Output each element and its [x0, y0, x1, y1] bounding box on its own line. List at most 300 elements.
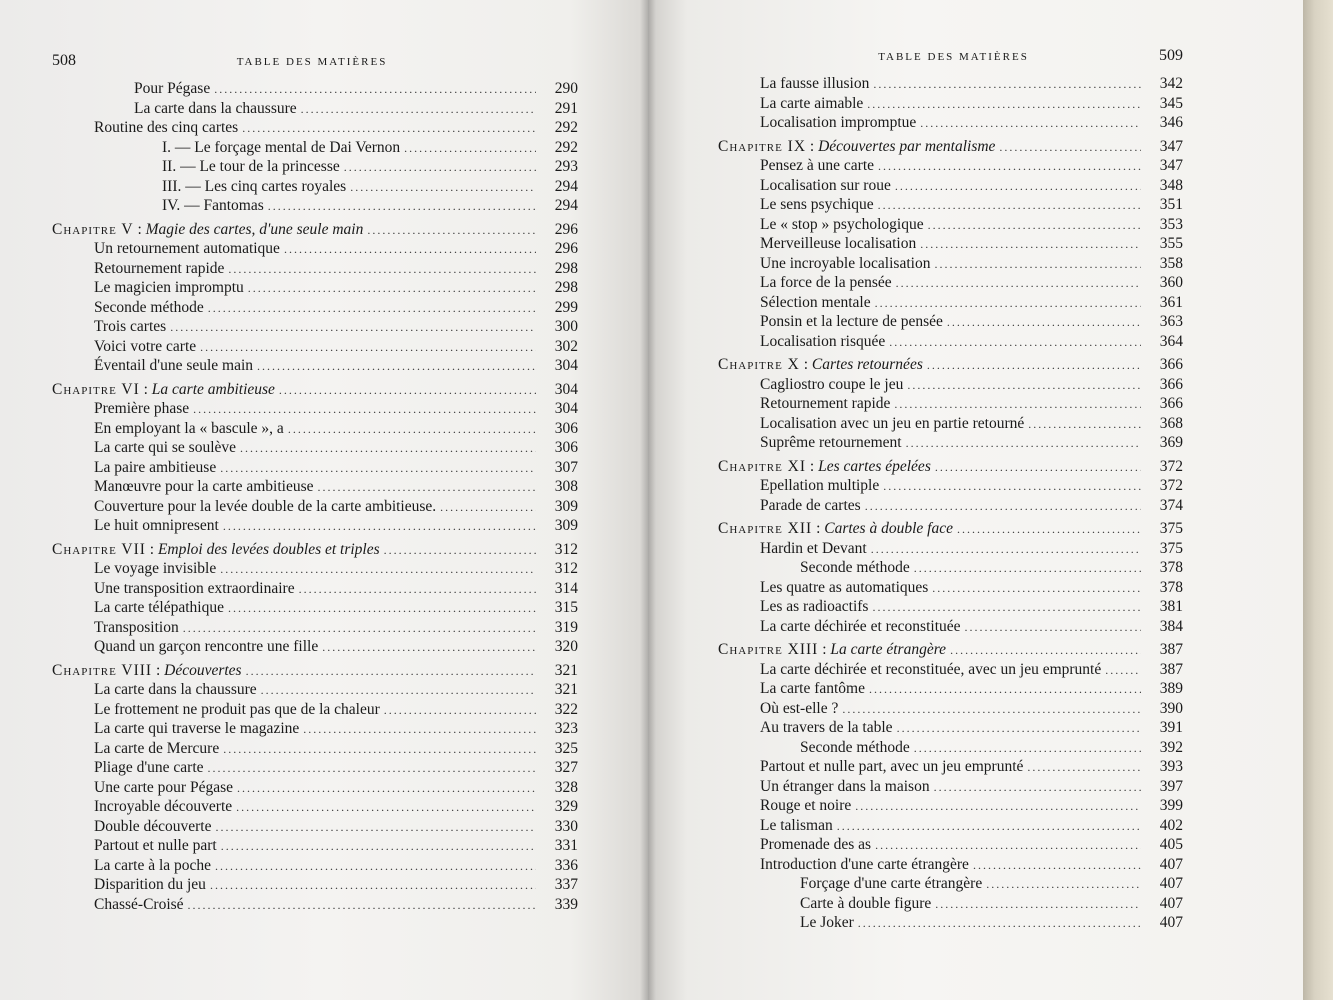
toc-entry-text [52, 197, 264, 215]
toc-entry [718, 579, 1183, 599]
dot-leader [914, 741, 1141, 756]
entry-title: Retournement rapide [760, 395, 891, 412]
toc-chapter-entry [52, 221, 578, 241]
dot-leader [350, 180, 536, 195]
dot-leader [920, 237, 1141, 252]
entry-title: Le magicien impromptu [94, 279, 244, 296]
entry-title: La carte télépathique [94, 599, 224, 616]
entry-title: Suprême retournement [760, 434, 902, 451]
chapter-title: La carte ambitieuse [151, 380, 275, 398]
page-reference: 325 [554, 739, 578, 757]
entry-title: Partout et nulle part [94, 837, 217, 854]
toc-entry-text [718, 836, 871, 854]
toc-entry-text [52, 720, 299, 738]
entry-title: I. — Le forçage mental de Dai Vernon [162, 138, 401, 156]
toc-entry [718, 875, 1183, 895]
dot-leader [220, 461, 536, 476]
page-reference: 304 [554, 357, 578, 374]
page-reference: 387 [1159, 660, 1183, 678]
page-reference: 392 [1159, 738, 1183, 756]
toc-entry [718, 333, 1183, 353]
page-reference: 348 [1159, 176, 1183, 194]
entry-title: Localisation risquée [760, 332, 886, 350]
toc-entry [718, 114, 1183, 134]
page-reference: 336 [554, 856, 578, 874]
dot-leader [344, 160, 536, 175]
entry-title: Sélection mentale [760, 293, 871, 311]
toc-entry [718, 477, 1183, 497]
toc-entry-text [52, 701, 380, 719]
toc-entry [52, 857, 578, 877]
page-reference: 372 [1159, 477, 1183, 494]
dot-leader [220, 562, 536, 577]
toc-entry [718, 700, 1183, 720]
page-reference: 329 [554, 798, 578, 815]
toc-entry-text [718, 333, 885, 351]
entry-title: Le sens psychique [760, 196, 874, 213]
dot-leader [842, 702, 1141, 717]
toc-entry-text: Chapitre IX : Découvertes par mentalisme [718, 137, 996, 155]
page-reference: 291 [554, 99, 578, 117]
dot-leader [965, 620, 1141, 635]
entry-title: Couverture pour la levée double de la carte ambitieuse. [94, 497, 437, 515]
entry-title: La carte déchirée et reconstituée, avec un jeu emprunté [760, 660, 1102, 678]
toc-entry [718, 294, 1183, 314]
toc-entry [718, 157, 1183, 177]
dot-leader [986, 877, 1141, 892]
entry-title: Où est-elle ? [760, 699, 839, 717]
entry-title: La carte déchirée et reconstituée [760, 617, 961, 635]
toc-entry-text [52, 279, 244, 297]
dot-leader [236, 800, 536, 815]
page-reference: 387 [1159, 641, 1183, 658]
page-reference: 375 [1159, 520, 1183, 537]
toc-entry [52, 178, 578, 198]
dot-leader [215, 859, 536, 874]
entry-title: La carte dans la chaussure [94, 681, 257, 698]
toc-entry-text [52, 478, 314, 496]
toc-entry [52, 740, 578, 760]
dot-leader [872, 600, 1141, 615]
chapter-title: La carte étrangère [830, 641, 947, 658]
page-reference: 355 [1159, 235, 1183, 252]
toc-entry [718, 680, 1183, 700]
toc-entry [718, 313, 1183, 333]
page-reference: 309 [554, 497, 578, 515]
dot-leader [920, 116, 1141, 131]
entry-title: Un étranger dans la maison [760, 777, 930, 795]
toc-entry-text [718, 739, 910, 757]
toc-entry [52, 240, 578, 260]
entry-title: Double découverte [94, 817, 212, 835]
chapter-title: Les cartes épelées [818, 457, 931, 475]
page-reference: 366 [1159, 375, 1183, 393]
entry-title: Le Joker [800, 914, 854, 931]
entry-title: Une transposition extraordinaire [94, 579, 295, 597]
entry-title: Disparition du jeu [94, 876, 206, 893]
toc-entry-text [52, 139, 400, 157]
page-reference: 328 [554, 778, 578, 796]
page-reference: 407 [1159, 894, 1183, 912]
toc-entry-text [52, 857, 211, 875]
page-number: 509 [1159, 47, 1183, 64]
page-reference: 360 [1159, 274, 1183, 291]
toc-chapter-entry [718, 641, 1183, 661]
page-reference: 339 [554, 895, 578, 913]
dot-leader [440, 500, 536, 515]
dot-leader [288, 422, 536, 437]
page-reference: 390 [1159, 699, 1183, 717]
page-reference: 345 [1159, 94, 1183, 112]
dot-leader [318, 480, 537, 495]
toc-entry [718, 559, 1183, 579]
toc-entry [52, 420, 578, 440]
toc-entry [718, 395, 1183, 415]
toc-entry-text [52, 599, 224, 617]
dot-leader [935, 460, 1141, 475]
dot-leader [384, 703, 536, 718]
page-reference: 302 [554, 337, 578, 355]
page-reference: 331 [554, 837, 578, 854]
dot-leader [950, 643, 1141, 658]
page-reference: 375 [1159, 539, 1183, 557]
dot-leader [932, 581, 1141, 596]
entry-title: Localisation sur roue [760, 176, 891, 194]
dot-leader [1105, 663, 1141, 678]
page-reference: 346 [1159, 114, 1183, 131]
right-page [648, 0, 1303, 1000]
toc-entry [718, 75, 1183, 95]
toc-entry [718, 540, 1183, 560]
toc-entry-text [52, 100, 297, 118]
entry-title: Forçage d'une carte étrangère [800, 875, 983, 892]
page-reference: 315 [554, 599, 578, 616]
toc-entry-text [52, 560, 216, 578]
toc-entry [52, 158, 578, 178]
dot-leader [237, 781, 536, 796]
toc-entry-text [52, 119, 238, 137]
entry-title: Ponsin et la lecture de pensée [760, 313, 943, 330]
page-reference: 337 [554, 876, 578, 893]
page-reference: 296 [554, 240, 578, 257]
toc-entry-text [52, 638, 318, 656]
entry-title: Routine des cinq cartes [94, 119, 239, 136]
entry-title: IV. — Fantomas [162, 197, 264, 214]
toc-entry-text [718, 434, 902, 452]
page-reference: 358 [1159, 254, 1183, 272]
toc-entry [52, 896, 578, 916]
dot-leader [867, 97, 1141, 112]
entry-title: La force de la pensée [760, 274, 892, 291]
dot-leader [384, 543, 536, 558]
entry-title: III. — Les cinq cartes royales [162, 177, 347, 195]
dot-leader [216, 820, 537, 835]
page-reference: 361 [1159, 293, 1183, 311]
toc-entry-text [718, 294, 871, 312]
page-reference: 364 [1159, 332, 1183, 350]
entry-title: Au travers de la table [760, 719, 893, 736]
entry-title: Première phase [94, 400, 190, 417]
entry-title: Le huit omnipresent [94, 517, 219, 534]
dot-leader [223, 742, 536, 757]
toc-entry [52, 100, 578, 120]
toc-entry [718, 895, 1183, 915]
chapter-title: Découvertes [164, 661, 242, 679]
page-reference: 397 [1159, 777, 1183, 795]
page-reference: 407 [1159, 875, 1183, 892]
toc-entry-text [52, 740, 219, 758]
page-reference: 369 [1159, 434, 1183, 451]
dot-leader [228, 601, 536, 616]
toc-entry [52, 139, 578, 159]
toc-entry-text [718, 797, 851, 815]
chapter-title: Cartes à double face [824, 520, 953, 537]
toc-chapter-entry [52, 541, 578, 561]
toc-entry-text [52, 240, 280, 258]
toc-entry [718, 415, 1183, 435]
page-reference: 292 [554, 138, 578, 156]
page-reference: 363 [1159, 313, 1183, 330]
dot-leader [957, 522, 1141, 537]
dot-leader [907, 378, 1141, 393]
dot-leader [367, 223, 536, 238]
book-edge [1303, 0, 1333, 1000]
toc-entry [718, 177, 1183, 197]
toc-entry [718, 661, 1183, 681]
page-reference: 372 [1159, 457, 1183, 475]
toc-list [52, 80, 578, 915]
dot-leader [837, 819, 1141, 834]
chapter-number: Chapitre VII [52, 540, 146, 558]
toc-entry [718, 739, 1183, 759]
dot-leader [897, 721, 1141, 736]
entry-title: Le « stop » psychologique [760, 215, 924, 233]
dot-leader [183, 621, 536, 636]
toc-chapter-entry [52, 662, 578, 682]
toc-entry [52, 439, 578, 459]
dot-leader [935, 897, 1141, 912]
dot-leader [303, 722, 536, 737]
running-title: TABLE DES MATIÈRES [236, 56, 388, 68]
entry-title: II. — Le tour de la princesse [162, 158, 340, 175]
dot-leader [1028, 417, 1141, 432]
toc-entry-text [718, 95, 863, 113]
page-reference: 294 [554, 177, 578, 195]
toc-entry-text [52, 681, 257, 699]
toc-entry [52, 318, 578, 338]
chapter-number: Chapitre VIII [52, 661, 153, 679]
toc-entry-text [52, 779, 233, 797]
entry-title: Rouge et noire [760, 797, 852, 814]
page-reference: 347 [1159, 157, 1183, 174]
dot-leader [973, 858, 1141, 873]
toc-entry-text [718, 778, 930, 796]
page-reference: 314 [554, 579, 578, 597]
left-page-header [52, 52, 578, 80]
dot-leader [896, 276, 1141, 291]
page-reference: 407 [1159, 914, 1183, 931]
toc-entry [718, 497, 1183, 517]
toc-entry-text: Chapitre VII : Emploi des levées doubles et triples [52, 540, 380, 558]
toc-entry-text [52, 798, 232, 816]
page-reference: 306 [554, 419, 578, 437]
dot-leader [210, 878, 536, 893]
dot-leader [928, 218, 1141, 233]
dot-leader [894, 397, 1141, 412]
chapter-title: Magie des cartes, d'une seule main [145, 220, 364, 238]
toc-entry [718, 618, 1183, 638]
page-reference: 323 [554, 720, 578, 737]
toc-entry-text [52, 178, 346, 196]
toc-entry-text [52, 158, 340, 176]
page-reference: 321 [554, 681, 578, 698]
entry-title: Cagliostro coupe le jeu [760, 375, 904, 393]
dot-leader [878, 159, 1141, 174]
toc-entry [52, 779, 578, 799]
dot-leader [228, 262, 536, 277]
page-reference: 407 [1159, 855, 1183, 873]
toc-entry-text [52, 818, 212, 836]
chapter-number: Chapitre V [52, 220, 134, 238]
toc-entry [718, 255, 1183, 275]
toc-entry [52, 681, 578, 701]
dot-leader [200, 340, 536, 355]
dot-leader [208, 301, 536, 316]
toc-entry-text [718, 157, 874, 175]
entry-title: Les quatre as automatiques [760, 578, 929, 596]
toc-entry-text [718, 395, 890, 413]
entry-title: La carte de Mercure [94, 739, 220, 757]
toc-entry [52, 818, 578, 838]
toc-entry-text [718, 114, 916, 132]
toc-entry [718, 914, 1183, 934]
page-reference: 366 [1159, 395, 1183, 412]
toc-entry-text [52, 459, 216, 477]
entry-title: Hardin et Devant [760, 539, 867, 557]
entry-title: Pensez à une carte [760, 157, 875, 174]
dot-leader [188, 898, 536, 913]
entry-title: Localisation avec un jeu en partie retourné [760, 414, 1025, 432]
dot-leader [934, 257, 1141, 272]
toc-entry-text [718, 618, 961, 636]
toc-entry [52, 560, 578, 580]
entry-title: La carte qui traverse le magazine [94, 720, 300, 737]
toc-entry-text [718, 235, 916, 253]
toc-entry-text [718, 216, 924, 234]
toc-entry-text [718, 856, 969, 874]
dot-leader [1027, 760, 1141, 775]
page-reference: 374 [1159, 496, 1183, 514]
page-reference: 312 [554, 560, 578, 577]
running-title: TABLE DES MATIÈRES [878, 51, 1029, 63]
page-reference: 322 [554, 700, 578, 718]
page-reference: 312 [554, 540, 578, 558]
page-reference: 351 [1159, 196, 1183, 213]
toc-list [718, 75, 1183, 934]
toc-entry [718, 235, 1183, 255]
page-reference: 306 [554, 439, 578, 456]
entry-title: La carte dans la chaussure [134, 99, 297, 117]
toc-entry [718, 274, 1183, 294]
toc-entry-text [718, 196, 874, 214]
dot-leader [855, 799, 1141, 814]
entry-title: La paire ambitieuse [94, 458, 217, 476]
page-reference: 391 [1159, 719, 1183, 736]
entry-title: Retournement rapide [94, 259, 225, 277]
entry-title: Le talisman [760, 816, 833, 834]
page-reference: 292 [554, 119, 578, 136]
dot-leader [865, 499, 1141, 514]
toc-entry-text [718, 415, 1024, 433]
entry-title: Merveilleuse localisation [760, 235, 917, 252]
toc-entry-text [718, 313, 943, 331]
chapter-number: Chapitre VI [52, 380, 140, 398]
page-reference: 319 [554, 618, 578, 636]
toc-entry [718, 758, 1183, 778]
toc-entry [52, 701, 578, 721]
entry-title: Seconde méthode [800, 559, 910, 576]
toc-entry [718, 598, 1183, 618]
toc-entry [718, 836, 1183, 856]
toc-entry-text [718, 540, 867, 558]
toc-entry [718, 856, 1183, 876]
toc-entry [718, 817, 1183, 837]
toc-entry [52, 119, 578, 139]
toc-entry [52, 357, 578, 377]
dot-leader [858, 916, 1141, 931]
entry-title: Seconde méthode [94, 298, 204, 316]
dot-leader [322, 640, 536, 655]
entry-title: Carte à double figure [800, 894, 932, 912]
dot-leader [947, 315, 1141, 330]
entry-title: La carte fantôme [760, 680, 865, 697]
toc-entry [52, 619, 578, 639]
entry-title: En employant la « bascule », a [94, 419, 284, 437]
page-reference: 298 [554, 279, 578, 296]
entry-title: Un retournement automatique [94, 240, 280, 257]
dot-leader [279, 383, 536, 398]
page-reference: 293 [554, 158, 578, 175]
toc-entry-text [718, 559, 910, 577]
page-reference: 294 [554, 197, 578, 214]
toc-entry-text [718, 680, 865, 698]
entry-title: La carte aimable [760, 94, 864, 112]
page-reference: 296 [554, 220, 578, 238]
page-reference: 381 [1159, 598, 1183, 615]
toc-entry-text: Chapitre VIII : Découvertes [52, 661, 242, 679]
toc-entry-text [52, 260, 224, 278]
page-reference: 309 [554, 517, 578, 534]
toc-entry-text [718, 376, 903, 394]
dot-leader [875, 296, 1141, 311]
toc-entry-text [52, 498, 436, 516]
page-reference: 304 [554, 380, 578, 398]
entry-title: Seconde méthode [800, 738, 910, 756]
page-reference: 330 [554, 817, 578, 835]
page-reference: 399 [1159, 797, 1183, 814]
toc-entry-text [718, 497, 861, 515]
dot-leader [869, 682, 1141, 697]
toc-entry-text [718, 661, 1101, 679]
page-reference: 320 [554, 638, 578, 655]
dot-leader [240, 441, 536, 456]
entry-title: Voici votre carte [94, 337, 197, 355]
dot-leader [895, 179, 1141, 194]
toc-entry [52, 299, 578, 319]
toc-chapter-entry [718, 356, 1183, 376]
toc-entry-text [718, 700, 838, 718]
page-reference: 368 [1159, 414, 1183, 432]
